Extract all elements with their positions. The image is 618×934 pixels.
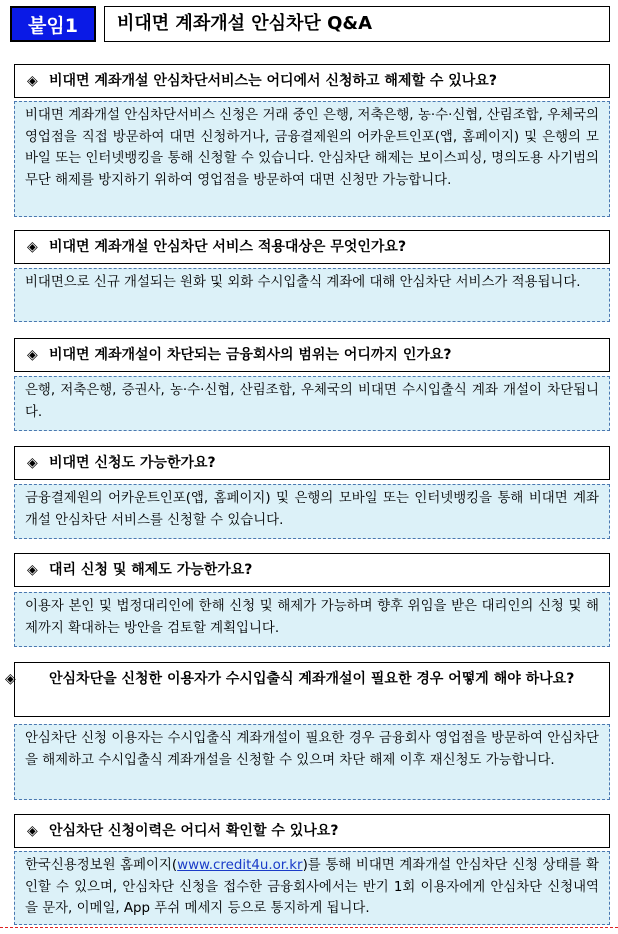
- question-5: [14, 553, 610, 587]
- question-text: 대리 신청 및 해제도 가능한가요?: [49, 562, 253, 578]
- page-header: [10, 6, 610, 42]
- answer-3: 은행, 저축은행, 증권사, 농·수·신협, 산림조합, 우체국의 비대면 수시입출식 계좌 개설이 차단됩니다.: [14, 376, 610, 431]
- diamond-bullet-icon: ◈: [27, 73, 38, 89]
- answer-text: )를 통해 비대면 계좌개설 안심차단 신청 상태를 확인할 수 있으며, 안심차단 신청을 접수한 금융회사에서는 반기 1회 이용자에게 안심차단 신청내역을 문자, 이메일, App 푸쉬 메세지 등으로 통지하게 됩니다.: [25, 858, 599, 916]
- diamond-bullet-icon: ◈: [27, 455, 38, 471]
- diamond-bullet-icon: ◈: [5, 671, 16, 687]
- answer-1: 비대면 계좌개설 안심차단서비스 신청은 거래 중인 은행, 저축은행, 농·수·신협, 산림조합, 우체국의 영업점을 직접 방문하여 대면 신청하거나, 금융결제원의 어카운트인포(앱, 홈페이지) 및 은행의 모바일 또는 인터넷뱅킹을 통해 신청할 수 있습니다. 안심차단 해제는 보이스피싱, 명의도용 사기범의 무단 해제를 방지하기 위하여 영업점을 방문하여 대면 신청만 가능합니다.: [14, 101, 610, 217]
- credit4u-link[interactable]: www.credit4u.or.kr: [177, 858, 303, 873]
- diamond-bullet-icon: ◈: [27, 347, 38, 363]
- answer-6: 안심차단 신청 이용자는 수시입출식 계좌개설이 필요한 경우 금융회사 영업점을 방문하여 안심차단을 해제하고 수시입출식 계좌개설을 신청할 수 있으며 차단 해제 이후 재신청도 가능합니다.: [14, 724, 610, 800]
- question-text: 안심차단을 신청한 이용자가 수시입출식 계좌개설이 필요한 경우 어떻게 해야 하나요?: [49, 671, 575, 687]
- answer-5: 이용자 본인 및 법정대리인에 한해 신청 및 해제가 가능하며 향후 위임을 받은 대리인의 신청 및 해제까지 확대하는 방안을 검토할 계획입니다.: [14, 592, 610, 647]
- question-6: [5, 662, 610, 717]
- page-bottom-divider: [0, 927, 618, 928]
- answer-4: 금융결제원의 어카운트인포(앱, 홈페이지) 및 은행의 모바일 또는 인터넷뱅킹을 통해 비대면 계좌개설 안심차단 서비스를 신청할 수 있습니다.: [14, 484, 610, 539]
- question-7: [14, 814, 610, 848]
- answer-7: [14, 851, 610, 925]
- answer-text: 한국신용정보원 홈페이지(: [25, 858, 178, 873]
- question-text: 안심차단 신청이력은 어디서 확인할 수 있나요?: [49, 823, 339, 839]
- diamond-bullet-icon: ◈: [27, 562, 38, 578]
- question-2: [14, 230, 610, 264]
- question-3: [14, 338, 610, 372]
- answer-2: 비대면으로 신규 개설되는 원화 및 외화 수시입출식 계좌에 대해 안심차단 서비스가 적용됩니다.: [14, 268, 610, 322]
- question-4: [14, 446, 610, 480]
- diamond-bullet-icon: ◈: [27, 239, 38, 255]
- page-title: 비대면 계좌개설 안심차단 Q&A: [104, 6, 610, 42]
- question-text: 비대면 계좌개설 안심차단서비스는 어디에서 신청하고 해제할 수 있나요?: [49, 73, 497, 89]
- diamond-bullet-icon: ◈: [27, 823, 38, 839]
- attachment-tag: 붙임1: [10, 6, 96, 42]
- question-1: [14, 64, 610, 98]
- question-text: 비대면 신청도 가능한가요?: [49, 455, 216, 471]
- question-text: 비대면 계좌개설 안심차단 서비스 적용대상은 무엇인가요?: [49, 239, 407, 255]
- question-text: 비대면 계좌개설이 차단되는 금융회사의 범위는 어디까지 인가요?: [49, 347, 452, 363]
